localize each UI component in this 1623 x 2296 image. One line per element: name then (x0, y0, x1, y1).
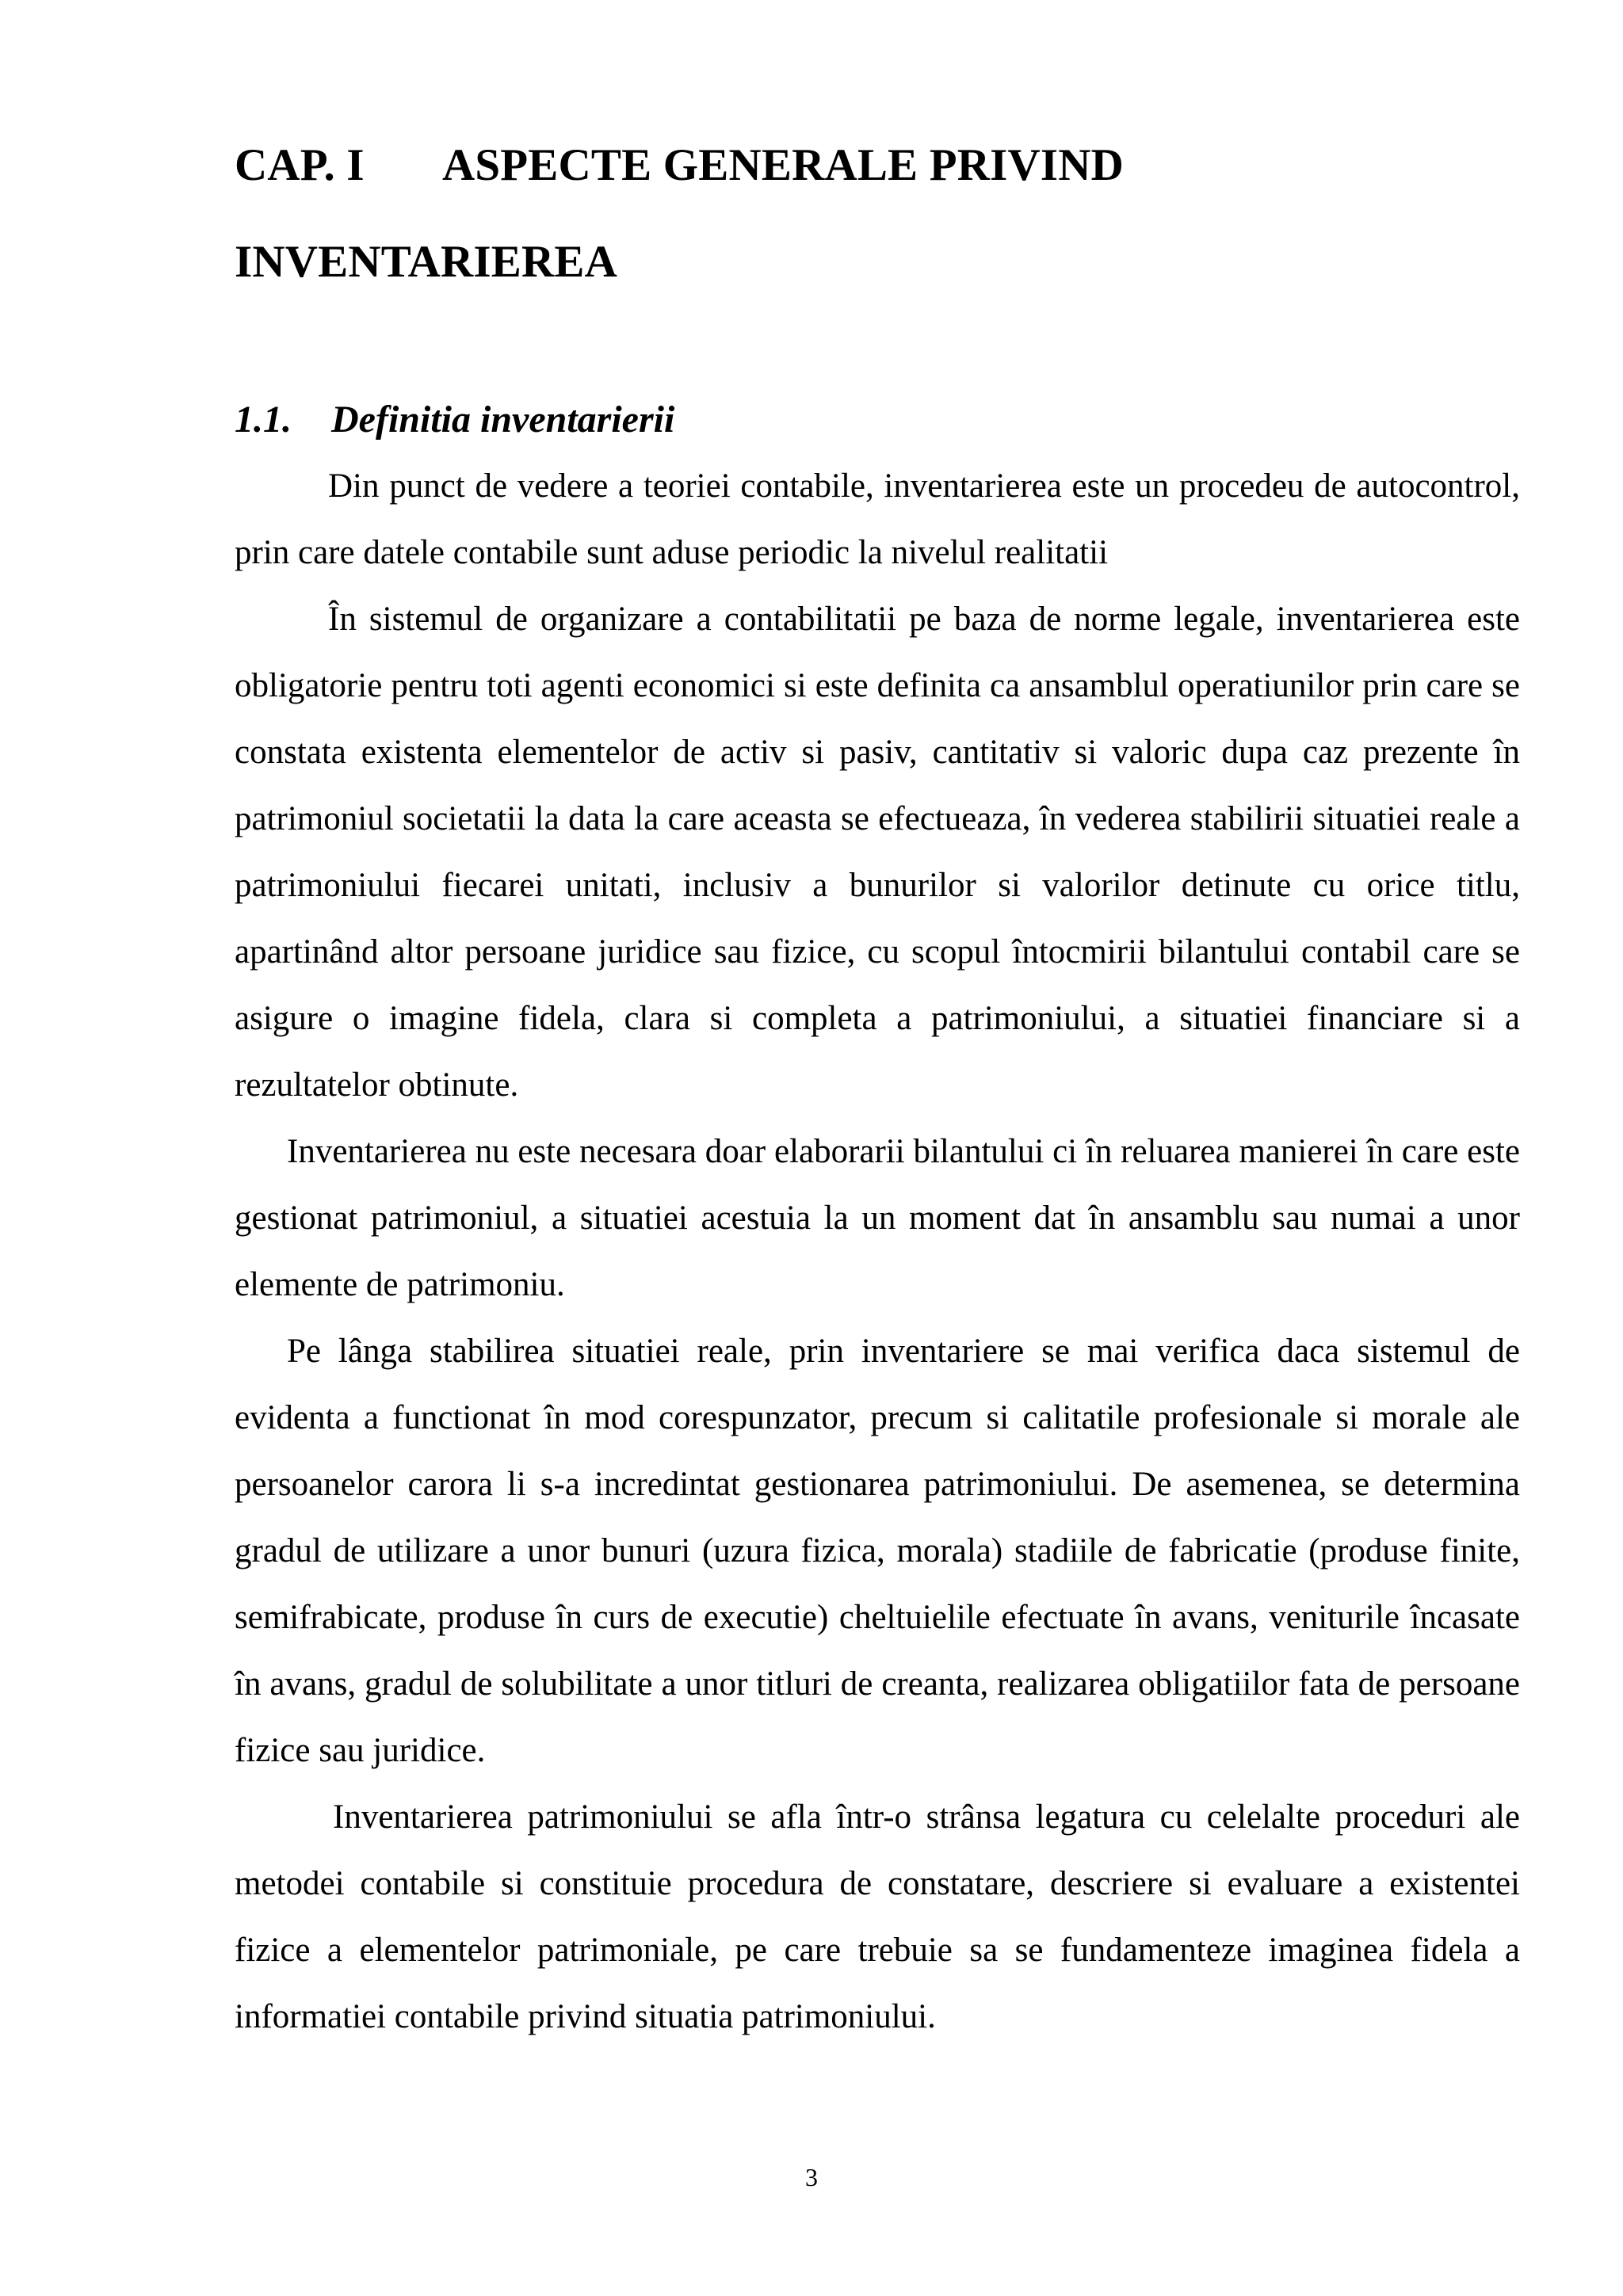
section-number: 1.1. (235, 399, 292, 441)
chapter-heading (235, 117, 1520, 311)
paragraph-3: Inventarierea nu este necesara doar elaborarii bilantului ci în reluarea manierei în care este gestionat patrimoniul, a situatiei acestuia la un moment dat în ansamblu sau numai a unor elemente de patrimoniu. (235, 1133, 1520, 1303)
chapter-title-line1: ASPECTE GENERALE PRIVIND (442, 140, 1124, 190)
section-title: Definitia inventarierii (331, 399, 675, 441)
page-number: 3 (805, 2163, 818, 2191)
paragraph-2: În sistemul de organizare a contabilitatii pe baza de norme legale, inventarierea este obligatorie pentru toti agenti economici si este definita ca ansamblul operatiunilor prin care se constata existenta elementelor de activ si pasiv, cantitativ si valoric dupa caz prezente în patrimoniul societatii la data la care aceasta se efectueaza, în vederea stabilirii situatiei reale a patrimoniului fiecarei unitati, inclusiv a bunurilor si valorilor detinute cu orice titlu, apartinând altor persoane juridice sau fizice, cu scopul întocmirii bilantului contabil care se asigure o imagine fidela, clara si completa a patrimoniului, a situatiei financiare si a rezultatelor obtinute. (235, 601, 1520, 1104)
paragraph-1: Din punct de vedere a teoriei contabile, inventarierea este un procedeu de autocontrol, prin care datele contabile sunt aduse periodic la nivelul realitatii (235, 467, 1520, 571)
section-heading (235, 387, 1520, 453)
chapter-number: CAP. I (235, 140, 365, 190)
paragraph-4: Pe lânga stabilirea situatiei reale, prin inventariere se mai verifica daca sistemul de evidenta a functionat în mod corespunzator, precum si calitatile profesionale si morale ale persoanelor carora li s-a incredintat gestionarea patrimoniului. De asemenea, se determina gradul de utilizare a unor bunuri (uzura fizica, morala) stadiile de fabricatie (produse finite, semifrabicate, produse în curs de executie) cheltuielile efectuate în avans, veniturile încasate în avans, gradul de solubilitate a unor titluri de creanta, realizarea obligatiilor fata de persoane fizice sau juridice. (235, 1333, 1520, 1769)
page-content (235, 117, 1520, 2050)
chapter-title-line2: INVENTARIEREA (235, 237, 617, 287)
paragraph-5: Inventarierea patrimoniului se afla într-o strânsa legatura cu celelalte proceduri ale metodei contabile si constituie procedura de constatare, descriere si evaluare a existentei fizice a elementelor patrimoniale, pe care trebuie sa se fundamenteze imaginea fidela a informatiei contabile privind situatia patrimoniului. (235, 1798, 1520, 2035)
